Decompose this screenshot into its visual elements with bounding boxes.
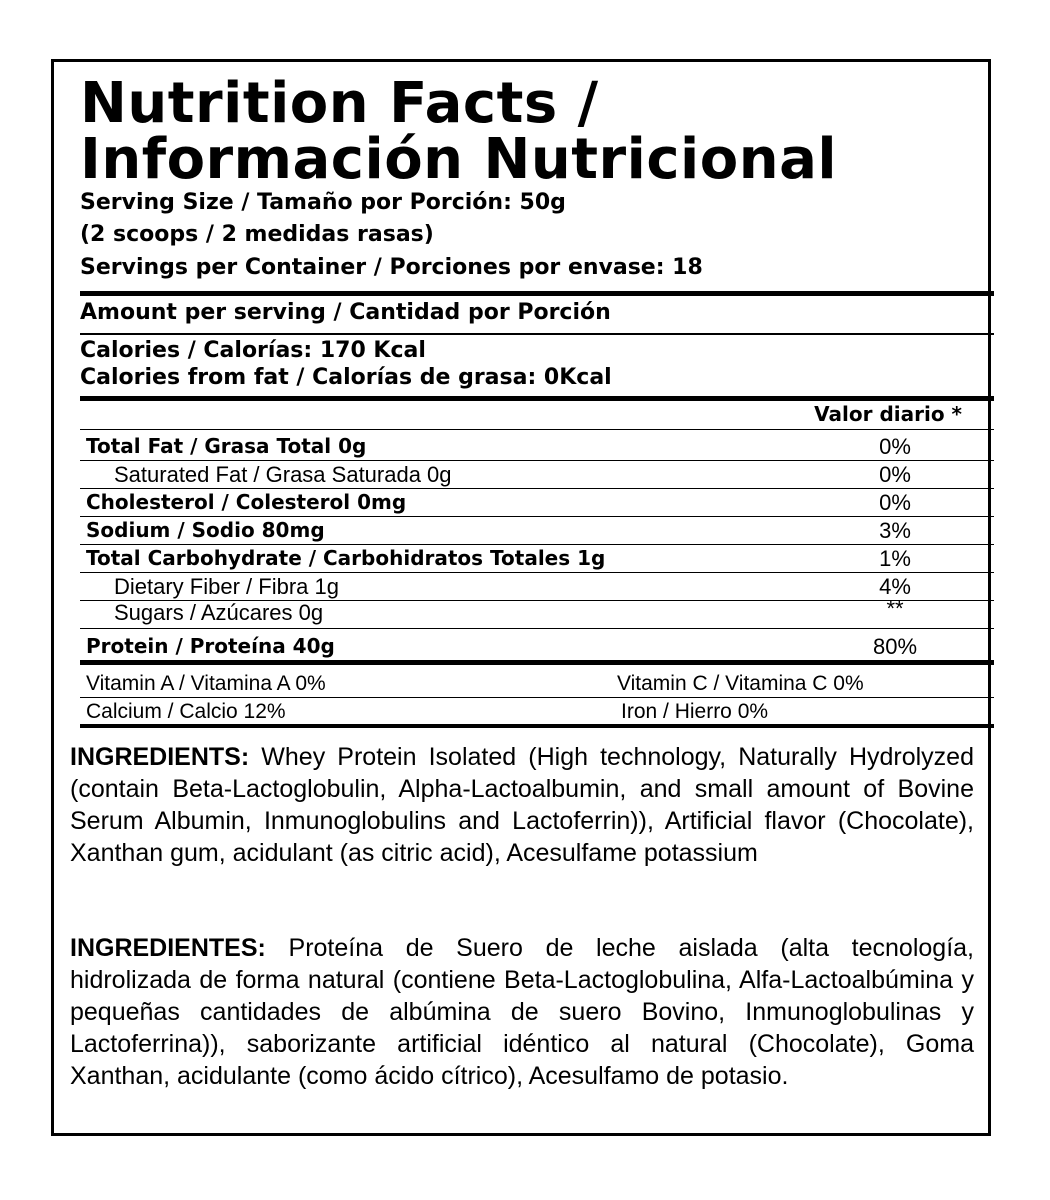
nutrient-row-sodium [86,517,962,544]
calcium: Calcium / Calcio 12% [86,700,286,723]
serving-size: Serving Size / Tamaño por Porción: 50g [80,190,566,215]
vitamin-a: Vitamin A / Vitamina A 0% [86,672,326,695]
daily-value-header: Valor diario * [814,402,962,426]
servings-per-container: Servings per Container / Porciones por envase: 18 [80,255,703,280]
nutrient-daily-value: 4% [879,574,911,599]
ingredients-text: Whey Protein Isolated (High technology, Naturally Hydrolyzed (contain Beta-Lactoglobulin, Alpha-Lactoalbumin, and small amount of Bovine Serum Albumin, Inmunoglobulins and Lactoferrin)), Artificial flavor (Chocolate), Xanthan gum, acidulant (as citric acid), Acesulfame potassium [70,743,974,867]
calories: Calories / Calorías: 170 Kcal [80,338,426,363]
iron: Iron / Hierro 0% [621,700,769,723]
nutrient-name: Saturated Fat / Grasa Saturada 0g [114,462,452,487]
ingredients-english [70,741,974,869]
nutrient-name: Cholesterol / Colesterol 0mg [86,490,407,514]
nutrient-daily-value: 0% [879,490,911,515]
row-divider [80,628,994,629]
nutrient-name: Dietary Fiber / Fibra 1g [114,574,339,599]
thick-divider [80,724,994,728]
label-title [80,71,838,192]
nutrient-name: Sodium / Sodio 80mg [86,518,325,542]
nutrient-name: Protein / Proteína 40g [86,634,335,658]
nutrient-daily-value: ** [886,596,904,621]
nutrition-facts-label [51,59,991,1136]
nutrient-name: Total Carbohydrate / Carbohidratos Totales 1g [86,546,606,570]
ingredients-heading: INGREDIENTS: [70,743,250,771]
nutrient-row-total-carbohydrate [86,545,962,572]
amount-per-serving: Amount per serving / Cantidad por Porción [80,300,611,325]
ingredientes-heading: INGREDIENTES: [70,934,266,962]
title-line-spanish: Información Nutricional [80,127,838,192]
row-divider [80,429,994,430]
thick-divider [80,291,994,296]
row-divider [80,697,994,698]
nutrient-row-cholesterol [86,489,962,516]
ingredientes-text: Proteína de Suero de leche aislada (alta tecnología, hidrolizada de forma natural (contiene Beta-Lactoglobulina, Alfa-Lactoalbúmina y pequeñas cantidades de albúmina de suero Bovino, Inmunoglobulinas y Lactoferrina)), saborizante artificial idéntico al natural (Chocolate), Goma Xanthan, acidulante (como ácido cítrico), Acesulfamo de potasio. [70,934,974,1090]
nutrient-daily-value: 0% [879,434,911,459]
title-line-english: Nutrition Facts / [80,71,599,136]
nutrient-name: Total Fat / Grasa Total 0g [86,434,367,458]
nutrient-row-dietary-fiber [86,573,962,600]
calories-from-fat: Calories from fat / Calorías de grasa: 0Kcal [80,365,612,390]
ingredients-spanish [70,932,974,1092]
serving-scoops: (2 scoops / 2 medidas rasas) [80,222,434,247]
thick-divider [80,660,994,665]
thick-divider [80,396,994,401]
vitamin-c: Vitamin C / Vitamina C 0% [617,672,864,695]
nutrient-daily-value: 1% [879,546,911,571]
nutrient-daily-value: 0% [879,462,911,487]
nutrient-row-saturated-fat [86,461,962,488]
nutrient-row-sugars [86,596,962,626]
nutrient-name: Sugars / Azúcares 0g [114,600,324,625]
divider [80,333,994,335]
nutrient-daily-value: 3% [879,518,911,543]
nutrient-daily-value: 80% [872,634,918,659]
nutrient-row-total-fat [86,433,962,460]
nutrient-row-protein [86,633,962,660]
